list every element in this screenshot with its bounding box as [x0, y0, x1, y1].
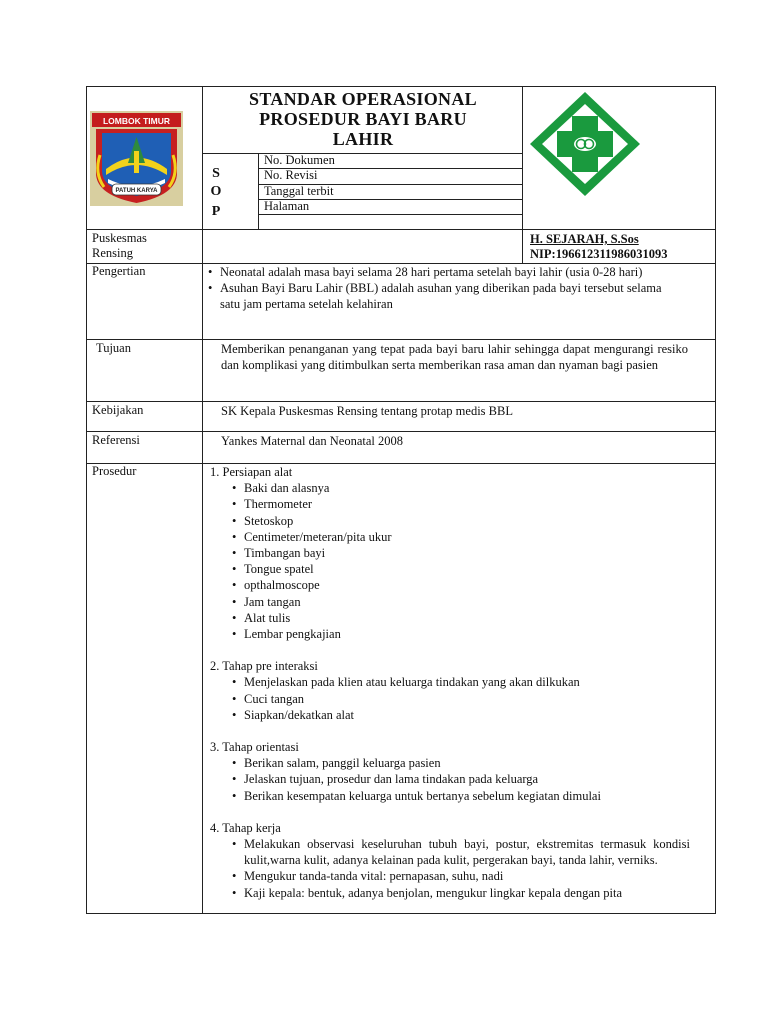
tujuan-text: Memberikan penanganan yang tepat pada bayi baru lahir sehingga dapat mengurangi resiko dan komplikasi yang ditimbulkan serta memberikan rasa aman dan nyaman bagi pasien — [221, 342, 688, 372]
title-line: LAHIR — [332, 129, 394, 149]
crest-emblem-icon — [90, 111, 183, 206]
list-item: • Stetoskop — [230, 513, 690, 529]
list-item: • Jelaskan tujuan, prosedur dan lama tindakan pada keluarga — [230, 771, 690, 787]
step-title: 2. Tahap pre interaksi — [210, 659, 318, 674]
list-item: • Alat tulis — [230, 610, 690, 626]
step-title: 3. Tahap orientasi — [210, 740, 299, 755]
logo-left-motto: PATUH KARYA — [115, 188, 158, 194]
puskesmas-cross-icon — [526, 88, 644, 200]
org-name-line: Puskesmas — [92, 231, 147, 245]
list-item: • Menjelaskan pada klien atau keluarga tindakan yang akan dilkukan — [230, 674, 690, 690]
org-name — [92, 231, 147, 261]
prosedur-content — [210, 464, 690, 901]
meta-no-revisi: No. Revisi — [264, 168, 318, 182]
title-line: STANDAR OPERASIONAL — [249, 89, 477, 109]
step-list — [230, 674, 690, 723]
signer-name: H. SEJARAH, S.Sos — [530, 232, 639, 246]
org-name-line: Rensing — [92, 246, 133, 260]
pengertian-label: Pengertian — [92, 264, 146, 278]
lombok-timur-logo — [90, 111, 183, 206]
prosedur-label: Prosedur — [92, 464, 137, 478]
kebijakan-text: SK Kepala Puskesmas Rensing tentang protap medis BBL — [221, 404, 513, 418]
list-item: • Neonatal adalah masa bayi selama 28 hari pertama setelah bayi lahir (usia 0-28 hari) — [206, 264, 664, 280]
list-item: • Berikan kesempatan keluarga untuk bertanya sebelum kegiatan dimulai — [230, 788, 690, 804]
puskesmas-logo — [526, 88, 644, 200]
list-item: • Centimeter/meteran/pita ukur — [230, 529, 690, 545]
step-list — [230, 480, 690, 642]
logo-left-label: LOMBOK TIMUR — [102, 116, 171, 126]
list-item: • opthalmoscope — [230, 577, 690, 593]
list-item: • Siapkan/dekatkan alat — [230, 707, 690, 723]
step-title: 4. Tahap kerja — [210, 820, 281, 835]
list-item: • Mengukur tanda-tanda vital: pernapasan, suhu, nadi — [230, 868, 690, 884]
list-item: • Asuhan Bayi Baru Lahir (BBL) adalah asuhan yang diberikan pada bayi tersebut selama satu jam pertama setelah kelahiran — [206, 280, 664, 312]
signer-nip: NIP:196612311986031093 — [530, 247, 668, 261]
sop-letter: S — [212, 166, 220, 181]
list-item: • Timbangan bayi — [230, 545, 690, 561]
step-list — [230, 755, 690, 804]
meta-no-dokumen: No. Dokumen — [264, 153, 335, 167]
step-list — [230, 836, 690, 901]
list-item: • Jam tangan — [230, 594, 690, 610]
list-item: • Kaji kepala: bentuk, adanya benjolan, mengukur lingkar kepala dengan pita — [230, 885, 690, 901]
list-item: • Thermometer — [230, 496, 690, 512]
referensi-label: Referensi — [92, 433, 140, 447]
list-item: • Tongue spatel — [230, 561, 690, 577]
meta-tanggal-terbit: Tanggal terbit — [264, 184, 334, 198]
document-title — [204, 89, 522, 149]
meta-halaman: Halaman — [264, 199, 310, 213]
referensi-text: Yankes Maternal dan Neonatal 2008 — [221, 434, 404, 448]
tujuan-label: Tujuan — [96, 341, 131, 355]
list-item: • Melakukan observasi keseluruhan tubuh bayi, postur, ekstremitas termasuk kondisi kulit,warna kulit, adanya kelainan pada kulit, pergerakan bayi, tanda lahir, verniks. — [230, 836, 690, 868]
list-item: • Baki dan alasnya — [230, 480, 690, 496]
step-title: 1. Persiapan alat — [210, 465, 293, 479]
list-item: • Berikan salam, panggil keluarga pasien — [230, 755, 690, 771]
sop-letter: P — [211, 204, 221, 219]
list-item: • Cuci tangan — [230, 691, 690, 707]
pengertian-content — [206, 264, 664, 313]
list-item: • Lembar pengkajian — [230, 626, 690, 642]
kebijakan-label: Kebijakan — [92, 403, 144, 417]
sop-letter: O — [210, 184, 222, 199]
title-line: PROSEDUR BAYI BARU — [259, 109, 467, 129]
